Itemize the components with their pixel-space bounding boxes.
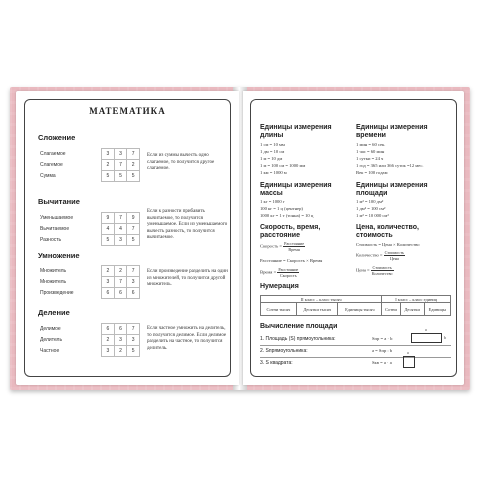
row-label: Уменьшаемое: [40, 215, 74, 221]
grid-cell: 6: [127, 288, 140, 299]
fraction: [384, 250, 405, 261]
section-title-addition: Сложение: [38, 133, 76, 142]
addition-grid: [101, 148, 140, 182]
time-line: 1 мин = 60 сек.: [356, 142, 386, 147]
area-item: 1. Площадь (S) прямоугольника:: [260, 336, 336, 342]
class-thousands: II класс – класс тысяч: [261, 296, 382, 303]
heading-line: площади: [356, 189, 388, 197]
area-units-title: [356, 182, 428, 197]
area-formula: Sпр = a · b: [372, 336, 393, 341]
multiplication-grid: [101, 265, 140, 299]
heading-line: времени: [356, 131, 386, 139]
formula-text: Количество =: [356, 252, 383, 258]
divider: [260, 345, 451, 346]
grid-cell: 2: [102, 335, 115, 346]
price-formula: [356, 265, 394, 276]
area-item: 2. Sпрямоугольника:: [260, 348, 308, 354]
fraction-numerator: Стоимость: [372, 265, 392, 270]
grid-cell: 2: [127, 160, 140, 171]
fraction-denominator: Скорость: [280, 273, 297, 278]
grid-cell: 3: [114, 149, 127, 160]
place-cell: Сотни тысяч: [261, 303, 297, 316]
grid-cell: 3: [114, 235, 127, 246]
grid-cell: 7: [114, 213, 127, 224]
heading-line: Единицы измерения: [356, 182, 428, 189]
section-title-division: Деление: [38, 308, 70, 317]
numbering-title: Нумерация: [260, 283, 299, 290]
row-label: Делитель: [40, 337, 63, 343]
area-item: 3. S квадрата:: [260, 360, 293, 366]
row-label: Вычитаемое: [40, 226, 70, 232]
heading-line: расстояние: [260, 231, 300, 239]
page-title: МАТЕМАТИКА: [89, 106, 166, 116]
fraction: [371, 265, 394, 276]
fraction-numerator: Стоимость: [384, 250, 404, 255]
section-title-subtraction: Вычитание: [38, 197, 80, 206]
formula-text: Время =: [260, 269, 277, 275]
time-units-title: [356, 124, 428, 139]
row-label: Произведение: [40, 290, 74, 296]
speed-formula: [260, 241, 305, 252]
grid-cell: 3: [114, 335, 127, 346]
square-shape: [403, 356, 415, 368]
area-formula: a = Sпр : b: [372, 348, 393, 353]
length-line: 1 дм = 10 см: [260, 149, 285, 154]
cost-title: [356, 224, 419, 239]
grid-cell: 7: [114, 160, 127, 171]
length-units-title: [260, 124, 332, 139]
length-line: 1 м = 10 дм: [260, 156, 283, 161]
grid-cell: 7: [114, 277, 127, 288]
fraction-denominator: Время: [288, 247, 300, 252]
grid-cell: 3: [127, 335, 140, 346]
formula-text: Цена =: [356, 267, 370, 273]
grid-cell: 3: [102, 346, 115, 357]
heading-line: Единицы измерения: [260, 124, 332, 131]
fraction-numerator: Расстояние: [278, 267, 299, 272]
left-page: [16, 91, 239, 385]
time-line: Век = 100 годам: [356, 170, 388, 175]
grid-cell: 9: [102, 213, 115, 224]
grid-cell: 5: [102, 171, 115, 182]
area-unit-line: 1 м² = 10 000 см²: [356, 213, 389, 218]
grid-cell: 3: [127, 277, 140, 288]
grid-cell: 5: [102, 235, 115, 246]
heading-line: Единицы измерения: [260, 182, 332, 189]
grid-cell: 5: [127, 171, 140, 182]
grid-cell: 9: [127, 213, 140, 224]
fraction-denominator: Количество: [371, 271, 393, 276]
heading-line: Единицы измерения: [356, 124, 428, 131]
heading-line: массы: [260, 189, 283, 197]
grid-cell: 6: [102, 288, 115, 299]
time-line: 1 час = 60 мин: [356, 149, 385, 154]
grid-cell: 7: [127, 149, 140, 160]
fraction: [277, 267, 299, 278]
shape-label-a: a: [425, 328, 427, 332]
heading-line: стоимость: [356, 231, 393, 239]
numbering-table: [260, 295, 451, 316]
heading-line: Цена, количество,: [356, 224, 419, 231]
row-label: Разность: [40, 237, 62, 243]
area-formula: Sкв = a · a: [372, 360, 392, 365]
time-formula: [260, 267, 299, 278]
fraction-numerator: Расстояние: [284, 241, 305, 246]
grid-cell: 2: [114, 346, 127, 357]
area-calc-title: Вычисление площади: [260, 323, 338, 330]
mass-line: 1000 кг = 1 т (тонна) = 10 ц: [260, 213, 314, 218]
area-unit-line: 1 м² = 100 дм²: [356, 199, 384, 204]
area-unit-line: 1 дм² = 100 см²: [356, 206, 386, 211]
grid-cell: 5: [114, 171, 127, 182]
grid-cell: 7: [127, 224, 140, 235]
multiplication-note: Если произведение разделить на один из множителей, то получится другой множитель.: [147, 269, 228, 288]
speed-title: [260, 224, 320, 239]
fraction: [283, 241, 305, 252]
division-note: Если частное умножить на делитель, то получится делимое. Если делимое разделить на частное, то получится делитель.: [147, 326, 227, 351]
length-line: 1 км = 1000 м: [260, 170, 287, 175]
row-label: Множитель: [40, 268, 67, 274]
row-label: Частное: [40, 348, 60, 354]
subtraction-note: Если к разности прибавить вычитаемое, то получится уменьшаемое. Если из уменьшаемого вычесть разность, то получится вычитаемое.: [147, 209, 228, 241]
grid-cell: 7: [127, 266, 140, 277]
row-label: Слагаемое: [40, 151, 66, 157]
place-cell: Единицы: [424, 303, 450, 316]
subtraction-grid: [101, 212, 140, 246]
distance-formula: Расстояние = Скорость × Время: [260, 258, 323, 263]
grid-cell: 2: [114, 266, 127, 277]
row-label: Сумма: [40, 173, 56, 179]
rectangle-shape: [411, 333, 442, 343]
grid-cell: 2: [102, 160, 115, 171]
place-cell: Десятки тысяч: [296, 303, 337, 316]
shape-label-b: b: [444, 336, 446, 340]
shape-label-a: a: [407, 351, 409, 355]
quantity-formula: [356, 250, 405, 261]
division-grid: [101, 323, 140, 357]
cost-formula: Стоимость = Цена × Количество: [356, 242, 420, 247]
length-line: 1 м = 100 см = 1000 мм: [260, 163, 306, 168]
grid-cell: 2: [102, 266, 115, 277]
place-cell: Сотни: [382, 303, 400, 316]
fraction-denominator: Цена: [389, 256, 399, 261]
place-cell: Десятки: [400, 303, 424, 316]
grid-cell: 3: [102, 277, 115, 288]
grid-cell: 5: [127, 235, 140, 246]
grid-cell: 3: [102, 149, 115, 160]
length-line: 1 см = 10 мм: [260, 142, 285, 147]
row-label: Множитель: [40, 279, 67, 285]
grid-cell: 4: [114, 224, 127, 235]
place-cell: Единицы тысяч: [338, 303, 382, 316]
right-page: [243, 91, 464, 385]
addition-note: Если из суммы вычесть одно слагаемое, то получится другое слагаемое.: [147, 153, 215, 172]
grid-cell: 6: [102, 324, 115, 335]
grid-cell: 6: [114, 288, 127, 299]
row-label: Слагемое: [40, 162, 63, 168]
heading-line: Скорость, время,: [260, 224, 321, 231]
divider: [260, 357, 451, 358]
mass-line: 100 кг = 1 ц (центнер): [260, 206, 303, 211]
mass-units-title: [260, 182, 332, 197]
time-line: 1 год = 365 или 366 суток =12 мес.: [356, 163, 424, 168]
row-label: Делимое: [40, 326, 61, 332]
formula-text: Скорость =: [260, 243, 282, 249]
grid-cell: 7: [127, 324, 140, 335]
mass-line: 1 кг = 1000 г: [260, 199, 285, 204]
grid-cell: 4: [102, 224, 115, 235]
section-title-multiplication: Умножение: [38, 251, 80, 260]
heading-line: длины: [260, 131, 284, 139]
grid-cell: 5: [127, 346, 140, 357]
class-units: I класс – класс единиц: [382, 296, 451, 303]
time-line: 1 сутки = 24 ч: [356, 156, 384, 161]
grid-cell: 6: [114, 324, 127, 335]
